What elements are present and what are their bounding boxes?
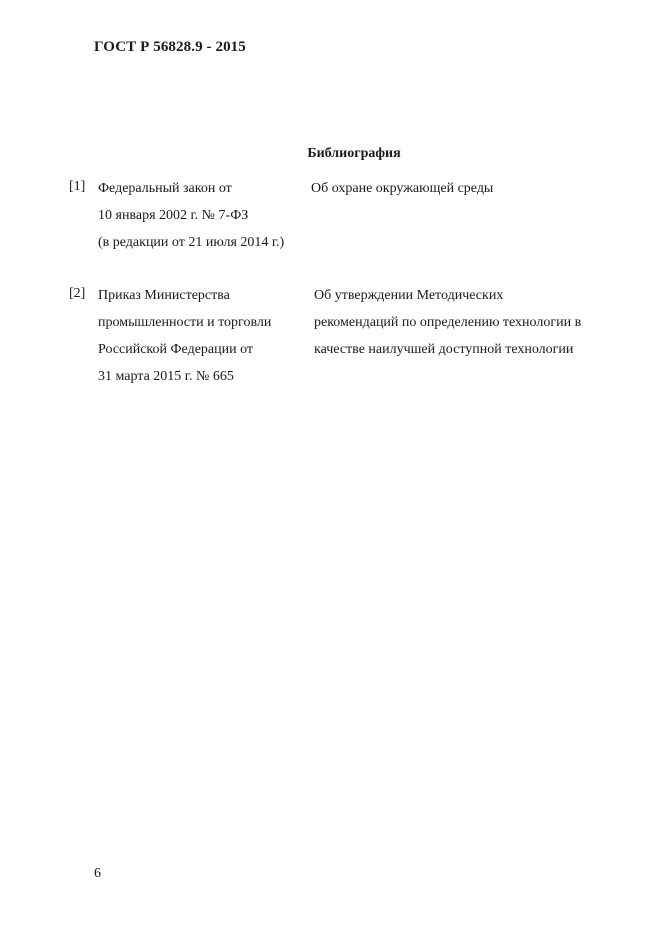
entry-subject [311,179,493,206]
bibliography-title: Библиография [307,146,401,161]
entry-document [98,179,284,260]
entry-document [98,286,271,394]
entry-document-line: 10 января 2002 г. № 7-ФЗ [98,208,249,223]
document-header: ГОСТ Р 56828.9 - 2015 [94,39,246,55]
entry-document-line: (в редакции от 21 июля 2014 г.) [98,235,285,250]
entry-number: [2] [69,286,86,301]
entry-document-line: Федеральный закон от [98,181,232,196]
entry-document-line: промышленности и торговли [98,315,272,330]
entry-subject-line: рекомендаций по определению технологии в [314,315,582,330]
entry-subject-line: качестве наилучшей доступной технологии [314,342,574,357]
entry-subject-line: Об охране окружающей среды [311,181,494,196]
entry-number: [1] [69,179,86,194]
entry-document-line: Российской Федерации от [98,342,254,357]
page-number: 6 [94,866,101,881]
entry-subject-line: Об утверждении Методических [314,288,504,303]
entry-document-line: 31 марта 2015 г. № 665 [98,369,234,384]
entry-document-line: Приказ Министерства [98,288,230,303]
entry-subject [314,286,581,367]
